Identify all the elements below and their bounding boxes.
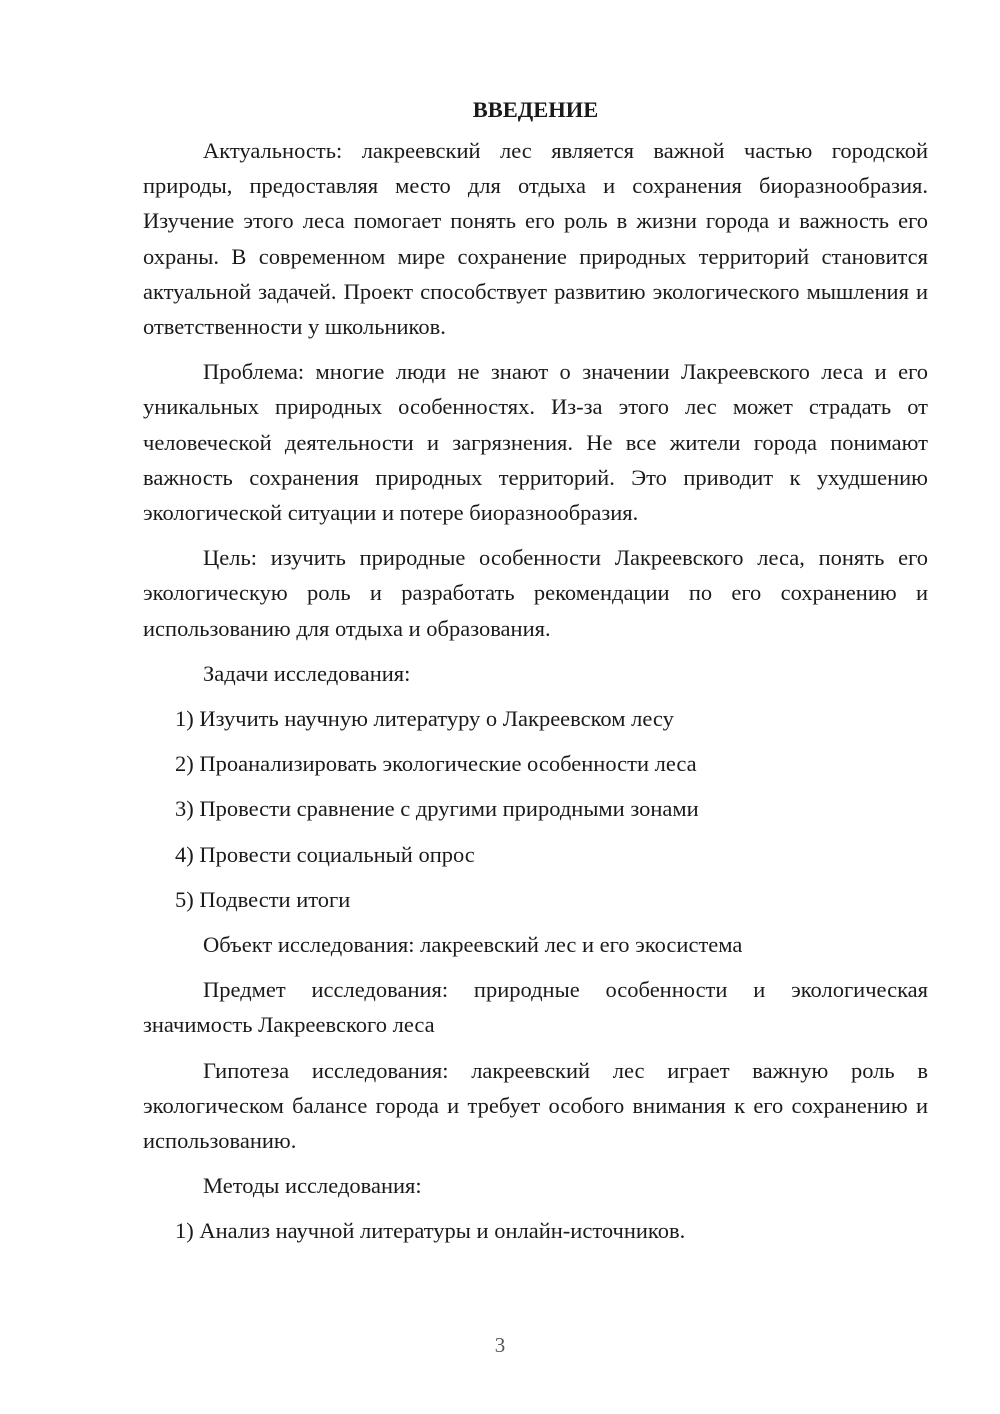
subject-paragraph: Предмет исследования: природные особенности и экологическая значимость Лакреевского леса xyxy=(143,977,928,1038)
methods-heading: Методы исследования: xyxy=(203,1173,422,1199)
goal-paragraph: Цель: изучить природные особенности Лакреевского леса, понять его экологическую роль и разработать рекомендации по его сохранению и использованию для отдыха и образования. xyxy=(143,545,928,641)
list-item: 1) Анализ научной литературы и онлайн-источников. xyxy=(175,1218,686,1244)
problem-paragraph: Проблема: многие люди не знают о значении Лакреевского леса и его уникальных природных особенностях. Из-за этого лес может страдать от человеческой деятельности и загрязнения. Не все жители города понимают важность сохранения природных территорий. Это приводит к ухудшению экологической ситуации и потере биоразнообразия. xyxy=(143,359,928,526)
tasks-heading: Задачи исследования: xyxy=(203,660,411,686)
section-title: ВВЕДЕНИЕ xyxy=(472,97,599,122)
list-item: 3) Провести сравнение с другими природными зонами xyxy=(175,796,699,822)
object-line: Объект исследования: лакреевский лес и его экосистема xyxy=(203,932,743,958)
hypothesis-paragraph: Гипотеза исследования: лакреевский лес играет важную роль в экологическом балансе города и требует особого внимания к его сохранению и использованию. xyxy=(143,1057,928,1154)
list-item: 1) Изучить научную литературу о Лакреевском лесу xyxy=(175,706,674,732)
list-item: 5) Подвести итоги xyxy=(175,886,351,912)
list-item: 4) Провести социальный опрос xyxy=(175,841,475,867)
list-item: 2) Проанализировать экологические особенности леса xyxy=(175,751,697,777)
methods-list xyxy=(143,1213,928,1248)
document-page xyxy=(143,92,928,1259)
tasks-list xyxy=(143,701,928,917)
page-number: 3 xyxy=(494,1333,506,1357)
relevance-paragraph: Актуальность: лакреевский лес является важной частью городской природы, предоставляя место для отдыха и сохранения биоразнообразия. Изучение этого леса помогает понять его роль в жизни города и важность его охраны. В современном мире сохранение природных территорий становится актуальной задачей. Проект способствует развитию экологического мышления и ответственности у школьников. xyxy=(143,138,928,340)
